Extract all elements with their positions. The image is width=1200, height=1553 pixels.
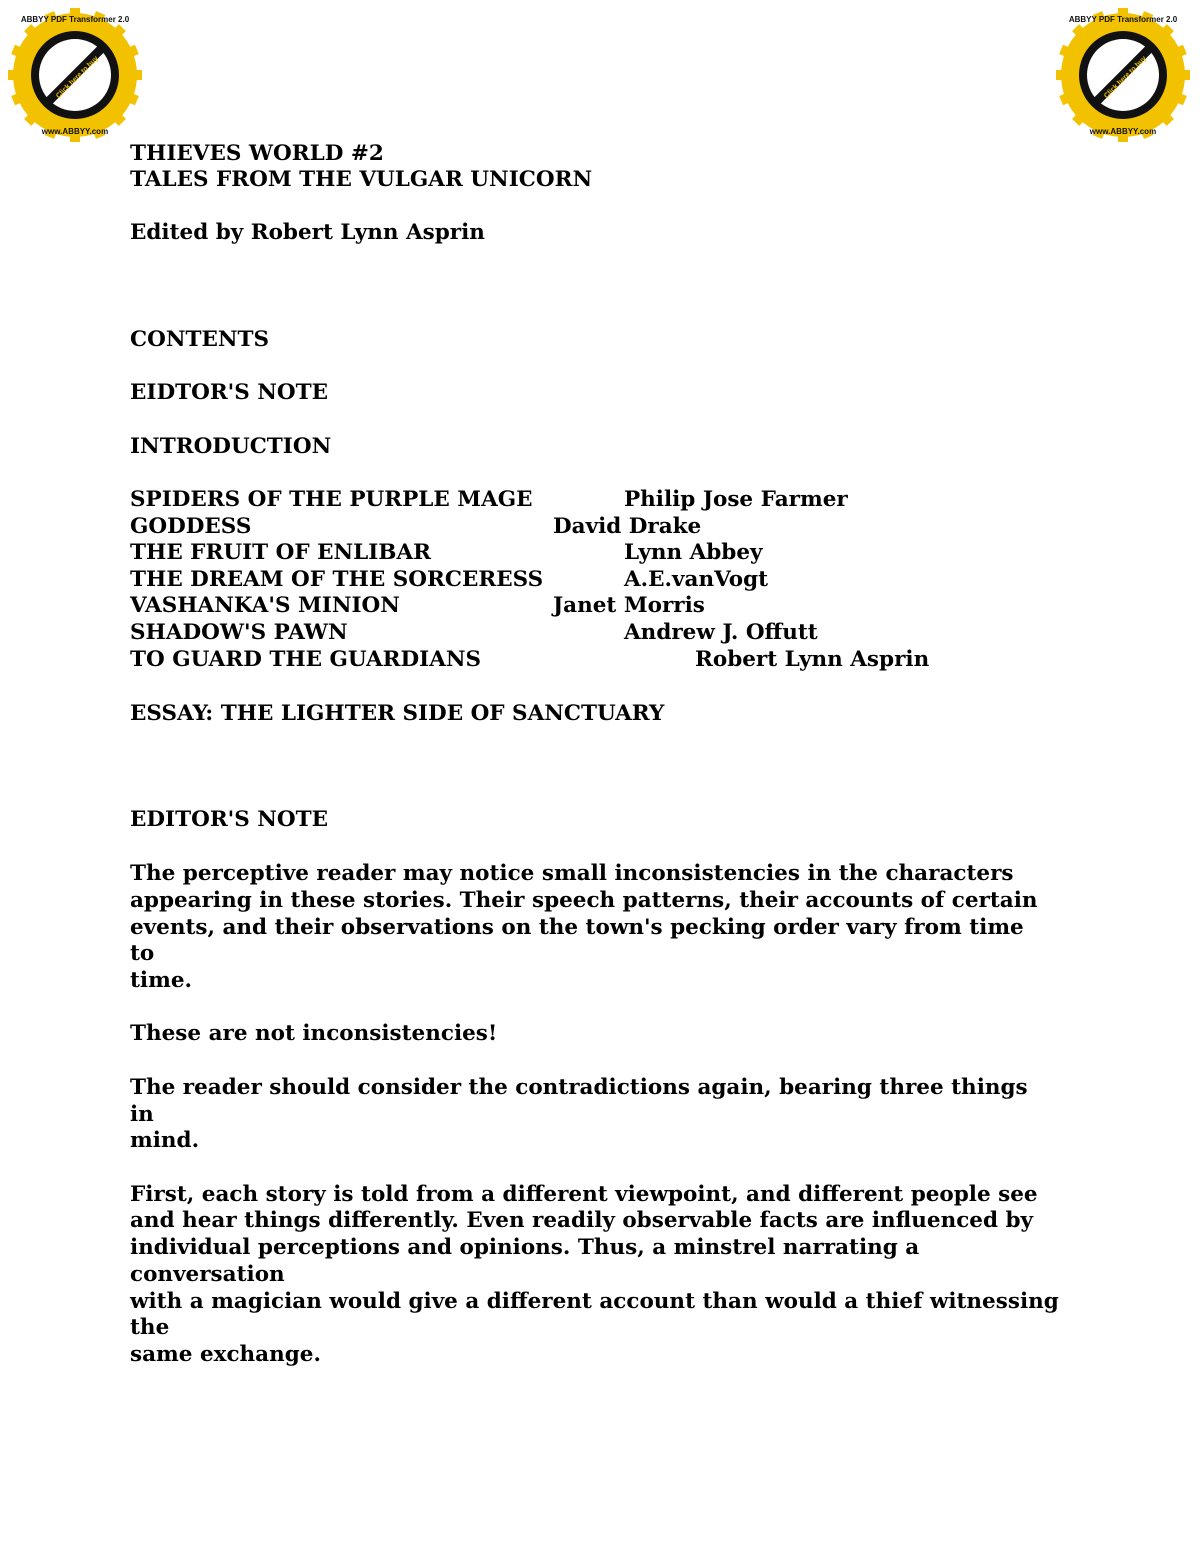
note-line: These are not inconsistencies! <box>130 1021 498 1046</box>
book-title: TALES FROM THE VULGAR UNICORN <box>130 167 593 192</box>
story-author: Andrew J. Offutt <box>624 620 818 645</box>
note-line: and hear things differently. Even readily observable facts are influenced by <box>130 1208 1034 1233</box>
note-line: in <box>130 1102 154 1127</box>
note-line: The perceptive reader may notice small inconsistencies in the characters <box>130 861 1014 886</box>
story-title: GODDESS <box>130 514 252 539</box>
contents-heading: CONTENTS <box>130 327 270 352</box>
badge-text-top: ABBYY PDF Transformer 2.0 <box>1068 15 1178 24</box>
note-line: mind. <box>130 1128 200 1153</box>
series-title: THIEVES WORLD #2 <box>130 141 384 166</box>
story-author: Robert Lynn Asprin <box>695 647 930 672</box>
badge-text-middle: Click here to buy <box>55 55 100 100</box>
abbyy-buy-badge-right[interactable] <box>1056 8 1190 142</box>
note-line: to <box>130 941 155 966</box>
note-line: with a magician would give a different account than would a thief witnessing <box>130 1289 1059 1314</box>
story-title: THE FRUIT OF ENLIBAR <box>130 540 432 565</box>
note-heading: EDITOR'S NOTE <box>130 807 329 832</box>
story-author: A.E.vanVogt <box>624 567 769 592</box>
note-line: individual perceptions and opinions. Thus, a minstrel narrating a <box>130 1235 920 1260</box>
editor-line: Edited by Robert Lynn Asprin <box>130 220 485 245</box>
story-title: SPIDERS OF THE PURPLE MAGE <box>130 487 533 512</box>
story-author: Philip Jose Farmer <box>624 487 848 512</box>
story-author: Lynn Abbey <box>624 540 763 565</box>
note-line: the <box>130 1315 170 1340</box>
note-line: same exchange. <box>130 1342 321 1367</box>
story-author: Janet Morris <box>553 593 705 618</box>
note-line: First, each story is told from a different viewpoint, and different people see <box>130 1182 1038 1207</box>
badge-text-middle: Click here to buy <box>1103 55 1148 100</box>
note-line: appearing in these stories. Their speech patterns, their accounts of certain <box>130 888 1038 913</box>
note-line: conversation <box>130 1262 285 1287</box>
story-title: SHADOW'S PAWN <box>130 620 348 645</box>
contents-essay: ESSAY: THE LIGHTER SIDE OF SANCTUARY <box>130 701 665 726</box>
abbyy-buy-badge-left[interactable] <box>8 8 142 142</box>
badge-text-bottom: www.ABBYY.com <box>1089 127 1157 136</box>
story-title: VASHANKA'S MINION <box>130 593 400 618</box>
badge-text-bottom: www.ABBYY.com <box>41 127 109 136</box>
note-line: time. <box>130 968 193 993</box>
story-author: David Drake <box>553 514 702 539</box>
story-title: THE DREAM OF THE SORCERESS <box>130 567 544 592</box>
note-line: The reader should consider the contradictions again, bearing three things <box>130 1075 1028 1100</box>
story-title: TO GUARD THE GUARDIANS <box>130 647 482 672</box>
note-line: events, and their observations on the town's pecking order vary from time <box>130 915 1024 940</box>
contents-editors-note: EIDTOR'S NOTE <box>130 380 329 405</box>
contents-introduction: INTRODUCTION <box>130 434 332 459</box>
badge-text-top: ABBYY PDF Transformer 2.0 <box>20 15 130 24</box>
